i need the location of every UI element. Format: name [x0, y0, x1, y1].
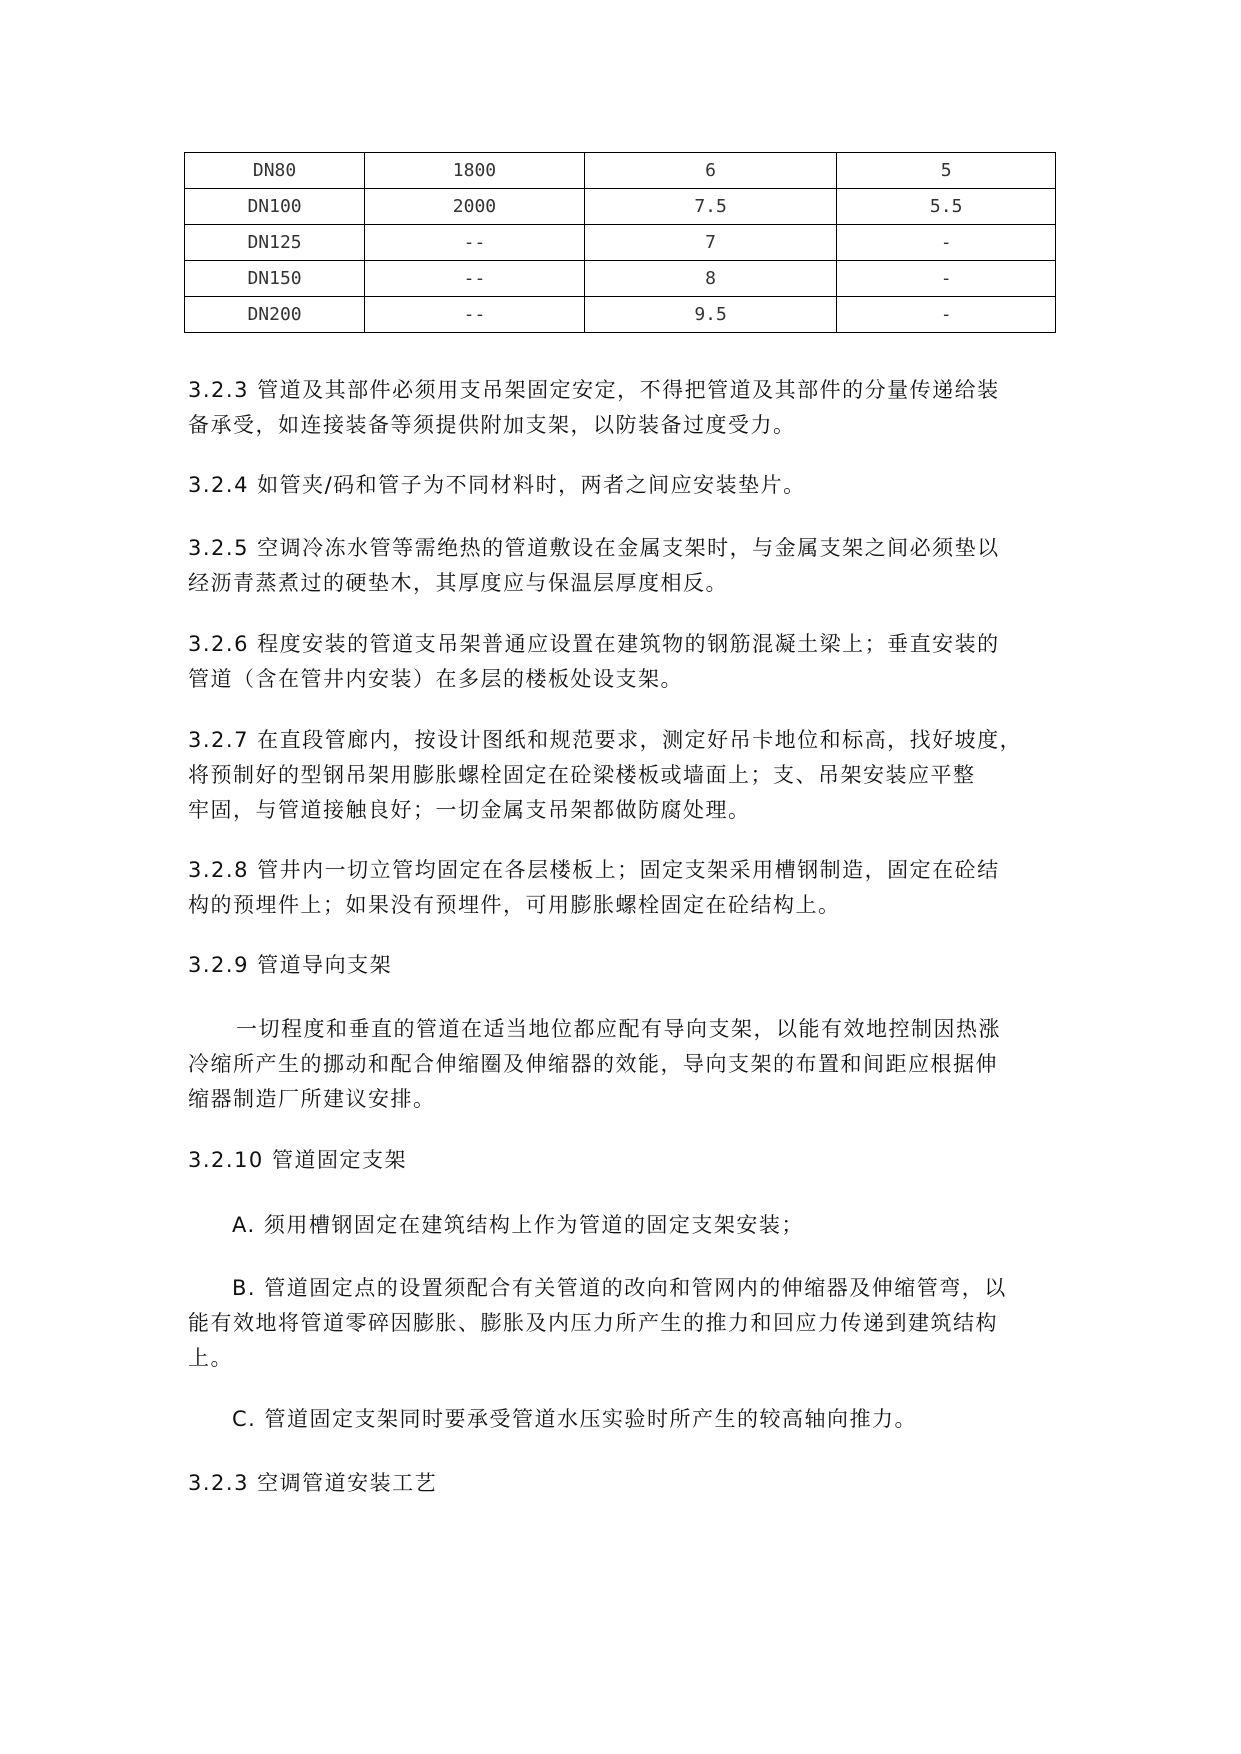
text-line: 3.2.8 管井内一切立管均固定在各层楼板上；固定支架采用槽钢制造，固定在砼结 — [188, 858, 1000, 882]
paragraph-3-2-6 — [188, 627, 1088, 697]
table-row — [185, 261, 1056, 297]
table-cell: 1800 — [365, 153, 585, 189]
pipe-support-table — [184, 152, 1056, 333]
text-line: A. 须用槽钢固定在建筑结构上作为管道的固定支架安装； — [232, 1213, 804, 1237]
table-row — [185, 297, 1056, 333]
table-cell: -- — [365, 297, 585, 333]
paragraph-3-2-4 — [188, 468, 1088, 503]
text-line: 3.2.4 如管夹/码和管子为不同材料时，两者之间应安装垫片。 — [188, 473, 806, 497]
text-line: 3.2.3 管道及其部件必须用支吊架固定安定，不得把管道及其部件的分量传递给装 — [188, 378, 1000, 402]
text-line: 经沥青蒸煮过的硬垫木，其厚度应与保温层厚度相反。 — [188, 571, 728, 595]
text-line: 3.2.5 空调冷冻水管等需绝热的管道敷设在金属支架时，与金属支架之间必须垫以 — [188, 536, 1000, 560]
text-line: 管道（含在管井内安装）在多层的楼板处设支架。 — [188, 667, 683, 691]
table-cell: 7.5 — [584, 189, 836, 225]
heading-3-2-9 — [188, 948, 1088, 983]
table-cell: 7 — [584, 225, 836, 261]
table-row — [185, 189, 1056, 225]
text-line: 上。 — [188, 1346, 233, 1370]
text-line: 3.2.3 空调管道安装工艺 — [188, 1471, 438, 1495]
table-cell: 9.5 — [584, 297, 836, 333]
text-line: C. 管道固定支架同时要承受管道水压实验时所产生的较高轴向推力。 — [232, 1407, 918, 1431]
text-line: 3.2.7 在直段管廊内，按设计图纸和规范要求，测定好吊卡地位和标高，找好坡度， — [188, 728, 1023, 752]
table-row — [185, 225, 1056, 261]
table-cell: DN200 — [185, 297, 365, 333]
paragraph-item-b — [188, 1271, 1088, 1376]
table-row — [185, 153, 1056, 189]
text-line: 构的预埋件上；如果没有预埋件，可用膨胀螺栓固定在砼结构上。 — [188, 893, 841, 917]
text-line: 3.2.6 程度安装的管道支吊架普通应设置在建筑物的钢筋混凝土梁上；垂直安装的 — [188, 632, 1000, 656]
table-cell: 2000 — [365, 189, 585, 225]
text-line: 缩器制造厂所建议安排。 — [188, 1087, 436, 1111]
paragraph-3-2-8 — [188, 853, 1088, 923]
text-line: 3.2.10 管道固定支架 — [188, 1148, 407, 1172]
table-cell: DN150 — [185, 261, 365, 297]
table-cell: 5.5 — [837, 189, 1056, 225]
paragraph-item-a — [188, 1208, 1088, 1243]
text-line: 3.2.9 管道导向支架 — [188, 953, 393, 977]
table-cell: -- — [365, 261, 585, 297]
table-cell: DN125 — [185, 225, 365, 261]
table-cell: DN100 — [185, 189, 365, 225]
table-cell: 8 — [584, 261, 836, 297]
text-line: 一切程度和垂直的管道在适当地位都应配有导向支架，以能有效地控制因热涨 — [236, 1017, 1001, 1041]
text-line: 冷缩所产生的挪动和配合伸缩圈及伸缩器的效能，导向支架的布置和间距应根据伸 — [188, 1052, 998, 1076]
table-cell: -- — [365, 225, 585, 261]
text-line: 能有效地将管道零碎因膨胀、膨胀及内压力所产生的推力和回应力传递到建筑结构 — [188, 1311, 998, 1335]
paragraph-item-c — [188, 1402, 1088, 1437]
paragraph-3-2-3 — [188, 373, 1088, 443]
text-line: B. 管道固定点的设置须配合有关管道的改向和管网内的伸缩器及伸缩管弯，以 — [232, 1276, 1007, 1300]
text-line: 备承受，如连接装备等须提供附加支架，以防装备过度受力。 — [188, 413, 796, 437]
table-cell: 6 — [584, 153, 836, 189]
heading-3-2-3-hvac — [188, 1466, 1088, 1501]
paragraph-3-2-9-body — [188, 1012, 1088, 1117]
table-cell: - — [837, 261, 1056, 297]
paragraph-3-2-7 — [188, 723, 1088, 828]
table-cell: DN80 — [185, 153, 365, 189]
table-cell: - — [837, 297, 1056, 333]
text-line: 牢固，与管道接触良好；一切金属支吊架都做防腐处理。 — [188, 798, 751, 822]
heading-3-2-10 — [188, 1143, 1088, 1178]
table-cell: - — [837, 225, 1056, 261]
table-cell: 5 — [837, 153, 1056, 189]
text-line: 将预制好的型钢吊架用膨胀螺栓固定在砼梁楼板或墙面上；支、吊架安装应平整 — [188, 763, 976, 787]
paragraph-3-2-5 — [188, 531, 1088, 601]
